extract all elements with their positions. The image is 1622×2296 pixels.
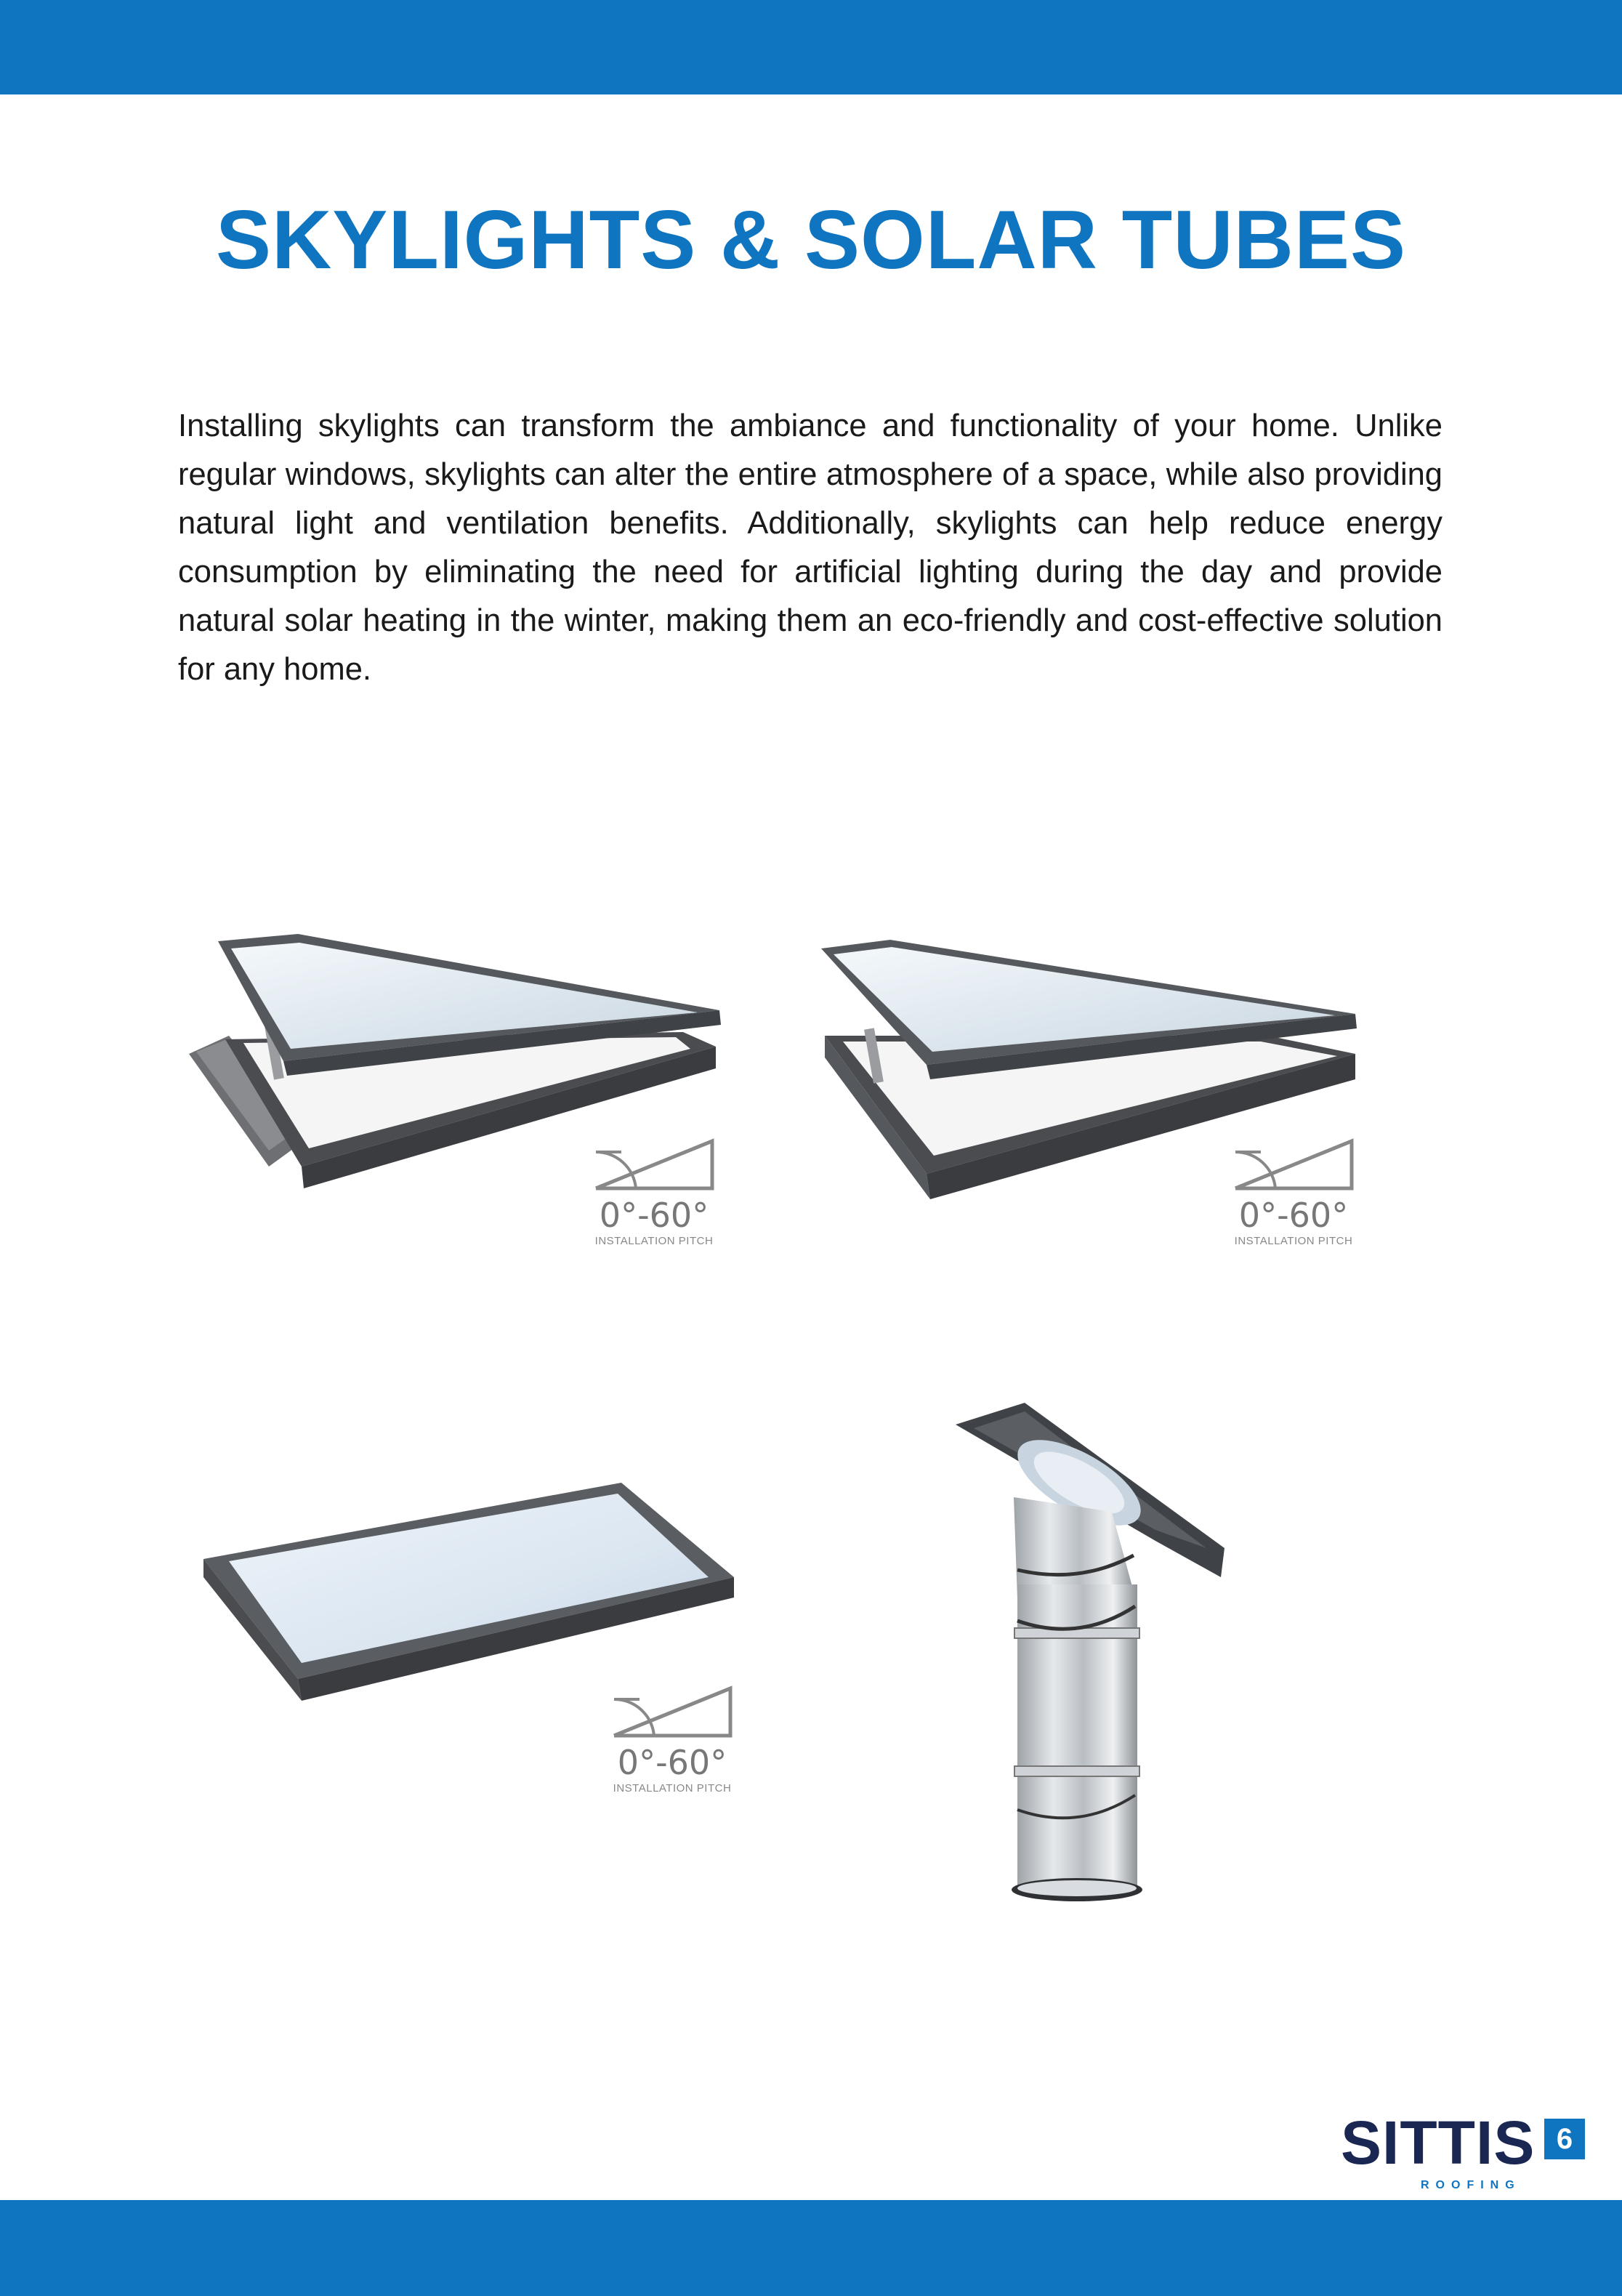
page-title: SKYLIGHTS & SOLAR TUBES xyxy=(215,194,1407,286)
pitch-range: 0°-60° xyxy=(599,1196,709,1235)
fixed-skylight-icon xyxy=(200,1475,738,1708)
pitch-angle-icon xyxy=(610,1685,734,1739)
intro-paragraph: Installing skylights can transform the ambiance and functionality of your home. Unlike regular windows, skylights can alter the entire atmosphere of a space, while also providing natural light and ventilation benefits. Additionally, skylights can help reduce energy consumption by eliminating the need for artificial lighting during the day and provide natural solar heating in the winter, making them an eco-friendly and cost-effective solution for any home. xyxy=(178,408,1443,687)
bottom-banner xyxy=(0,2200,1622,2296)
company-logo xyxy=(1341,2092,1552,2191)
pitch-angle-icon xyxy=(1232,1137,1355,1192)
pitch-caption: INSTALLATION PITCH xyxy=(594,1235,714,1247)
pitch-range: 0°-60° xyxy=(1238,1196,1349,1235)
pitch-badge xyxy=(581,1137,727,1247)
pitch-caption: INSTALLATION PITCH xyxy=(1234,1235,1353,1247)
pitch-range: 0°-60° xyxy=(617,1743,727,1782)
pitch-badge xyxy=(600,1685,745,1794)
product-fixed-skylight xyxy=(200,1475,738,1708)
pitch-caption: INSTALLATION PITCH xyxy=(613,1782,732,1794)
page-number: 6 xyxy=(1544,2119,1585,2159)
logo-subtitle: ROOFING xyxy=(1421,2179,1521,2191)
pitch-badge xyxy=(1221,1137,1366,1247)
top-banner xyxy=(0,0,1622,94)
product-solar-tube xyxy=(945,1403,1235,1919)
logo-wordmark: SITTIS xyxy=(1341,2108,1536,2177)
solar-tube-icon xyxy=(945,1403,1235,1919)
pitch-angle-icon xyxy=(592,1137,716,1192)
